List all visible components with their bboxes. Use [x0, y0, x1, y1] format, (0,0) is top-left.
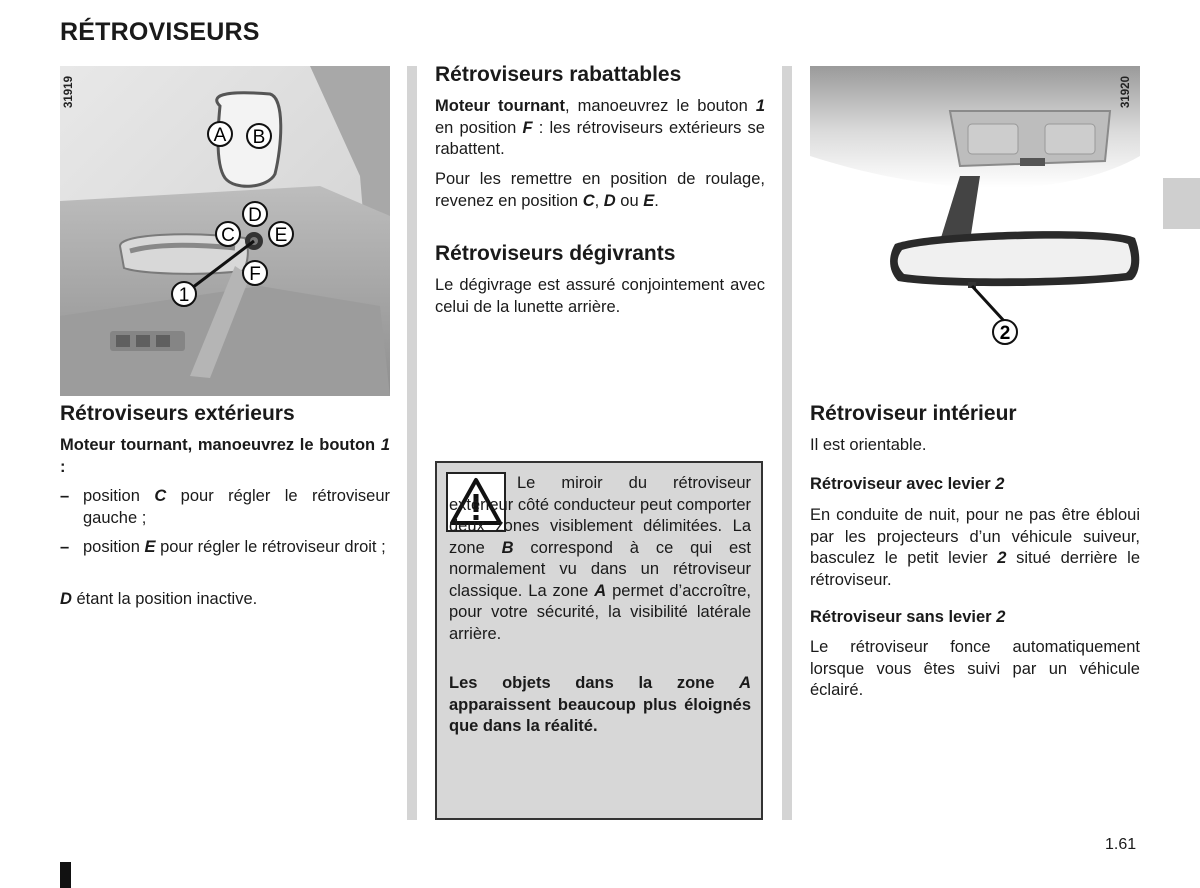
- warning-paragraph-1: Le miroir du rétroviseur extérieur côté conducteur peut comporter deux zones visiblement délimitées. La zone B correspond à ce qui est normalement vu dans un rétroviseur classique. La zone A permet d’accroître, pour votre sécurité, la visibilité latérale arrière.: [449, 474, 751, 643]
- callout-E: [269, 222, 293, 246]
- svg-text:A: A: [213, 125, 227, 146]
- list-item: – position E pour régler le rétroviseur droit ;: [60, 538, 386, 556]
- inactive-position-note: D étant la position inactive.: [60, 590, 258, 608]
- exterior-mirrors-heading: Rétroviseurs extérieurs: [60, 402, 295, 425]
- callout-C: [216, 222, 240, 246]
- defrost-paragraph: Le dégivrage est assuré conjointement avec celui de la lunette arrière.: [435, 276, 765, 316]
- rearview-mirror-illustration: [810, 66, 1140, 366]
- defrost-mirrors-heading: Rétroviseurs dégivrants: [435, 242, 676, 265]
- corner-mark: [60, 862, 71, 888]
- column-separator-right: [782, 66, 792, 820]
- callout-F: [243, 261, 267, 285]
- callout-2: [993, 320, 1017, 344]
- callout-1: [172, 282, 196, 306]
- rearview-mirror-figure: [810, 66, 1140, 366]
- without-lever-heading: Rétroviseur sans levier 2: [810, 608, 1006, 626]
- svg-text:1: 1: [178, 285, 190, 306]
- page-number: 1.61: [1105, 836, 1137, 853]
- page-title: RÉTROVISEURS: [60, 18, 260, 46]
- callout-D: [243, 202, 267, 226]
- folding-mirrors-heading: Rétroviseurs rabattables: [435, 63, 682, 86]
- folding-paragraph-1: Moteur tournant, manoeuvrez le bouton 1 en position F : les rétroviseurs extérieurs se rabattent.: [435, 97, 766, 158]
- warning-paragraph-2: Les objets dans la zone A apparaissent beaucoup plus éloignés que dans la réalité.: [449, 674, 751, 735]
- figure-ref-right: 31920: [1120, 76, 1132, 108]
- svg-text:B: B: [252, 127, 266, 148]
- svg-text:F: F: [249, 264, 261, 285]
- folding-paragraph-2: Pour les remettre en position de roulage, revenez en position C, D ou E.: [435, 170, 765, 210]
- with-lever-paragraph: En conduite de nuit, pour ne pas être ébloui par les projecteurs d’un véhicule suiveur, basculez le petit levier 2 situé derrière le rétroviseur.: [810, 506, 1140, 589]
- callout-B: [247, 124, 271, 148]
- callout-A: [208, 122, 232, 146]
- with-lever-heading: Rétroviseur avec levier 2: [810, 475, 1005, 493]
- door-mirror-illustration: [60, 66, 390, 396]
- svg-text:E: E: [274, 225, 288, 246]
- section-thumb-tab: [1163, 178, 1200, 229]
- orientable-text: Il est orientable.: [810, 436, 927, 454]
- interior-mirror-heading: Rétroviseur intérieur: [810, 402, 1017, 425]
- figure-ref-left: 31919: [63, 76, 75, 108]
- exterior-intro: Moteur tournant, manoeuvrez le bouton 1 :: [60, 436, 390, 476]
- list-item: – position C pour régler le rétroviseur gauche ;: [60, 487, 390, 527]
- without-lever-paragraph: Le rétroviseur fonce automatiquement lorsque vous êtes suivi par un véhicule éclairé.: [810, 638, 1140, 699]
- column-separator-left: [407, 66, 417, 820]
- svg-text:2: 2: [999, 323, 1011, 344]
- door-mirror-figure: [60, 66, 390, 396]
- svg-text:D: D: [248, 205, 262, 226]
- svg-text:C: C: [221, 225, 235, 246]
